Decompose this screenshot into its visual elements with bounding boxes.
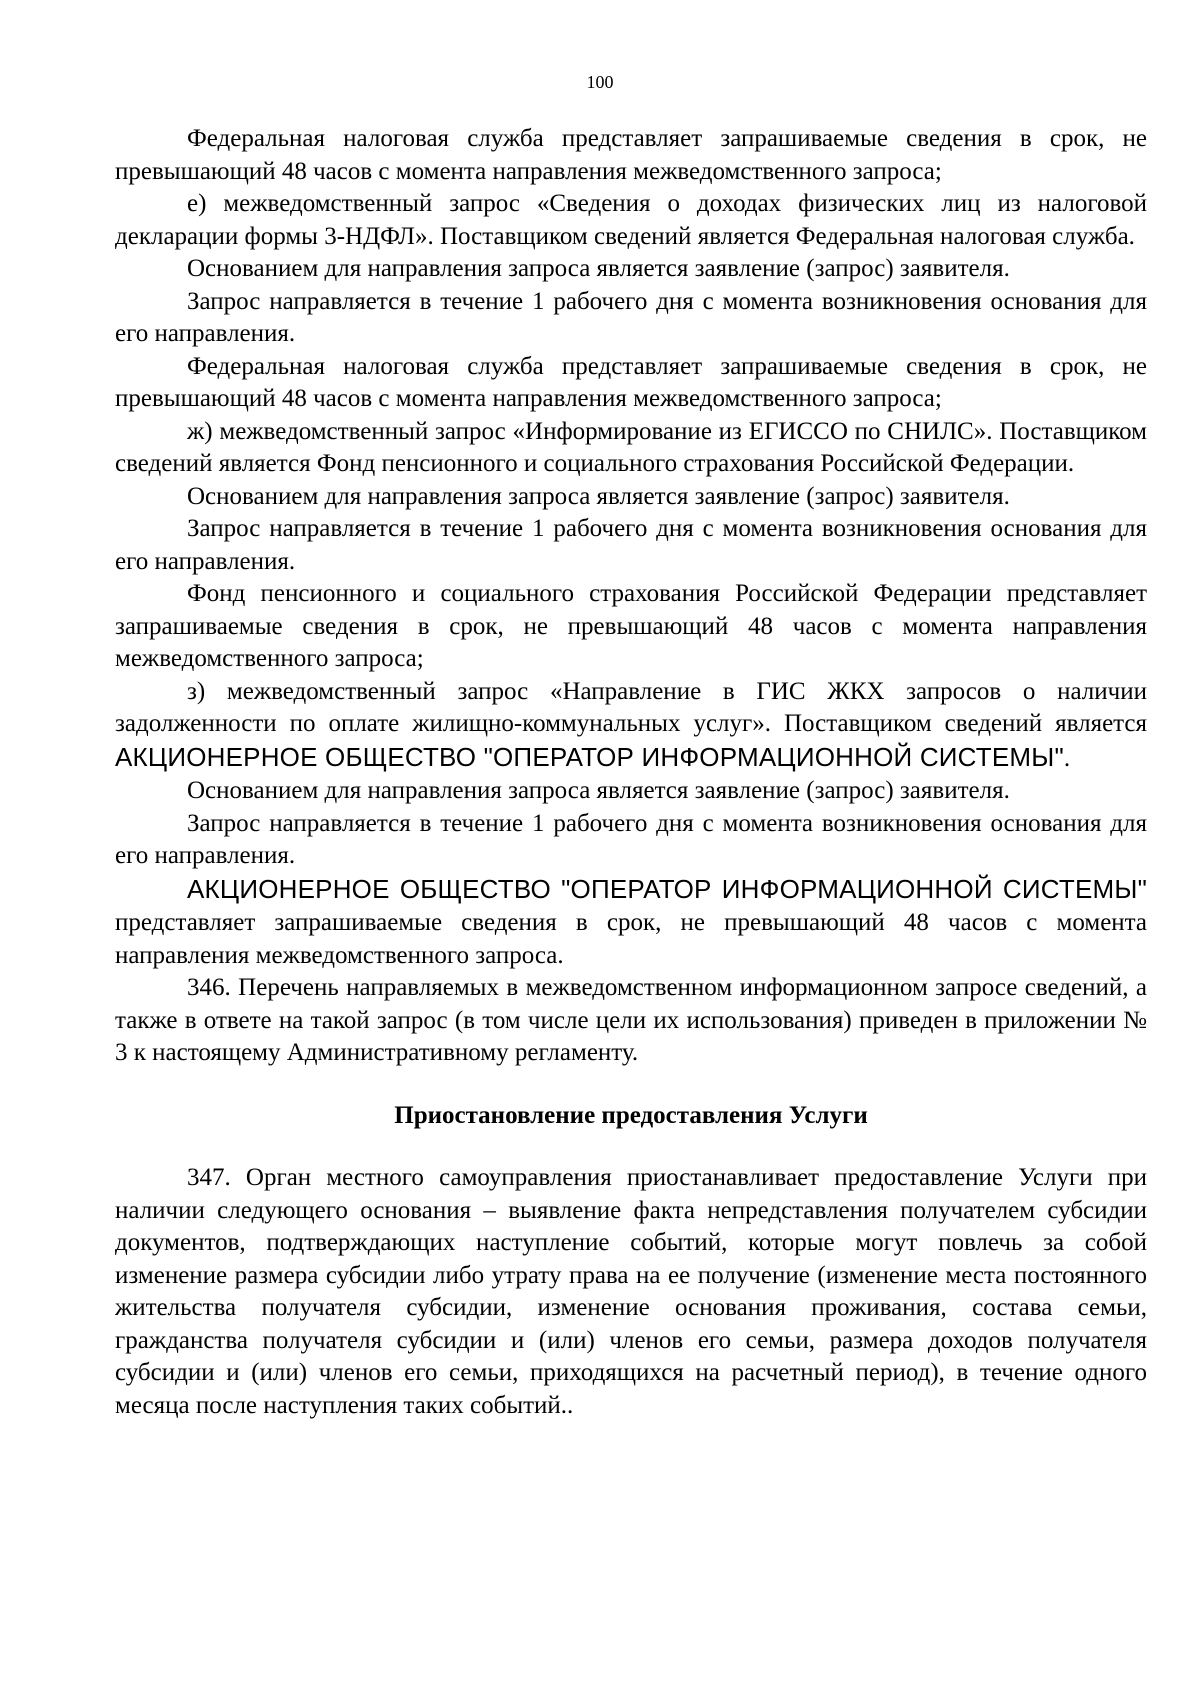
paragraph-item-zh: ж) межведомственный запрос «Информирование из ЕГИССО по СНИЛС». Поставщиком сведений является Фонд пенсионного и социального страхования Российской Федерации. (115, 417, 1147, 477)
paragraph-basis-2: Основанием для направления запроса является заявление (запрос) заявителя. (187, 482, 1010, 510)
organization-name: АКЦИОНЕРНОЕ ОБЩЕСТВО "ОПЕРАТОР ИНФОРМАЦИОННОЙ СИСТЕМЫ" (115, 741, 1064, 772)
paragraph-fns-deadline-2: Федеральная налоговая служба представляет запрашиваемые сведения в срок, не превышающий 48 часов с момента направления межведомственного запроса; (115, 352, 1147, 412)
paragraph-basis-1: Основанием для направления запроса является заявление (запрос) заявителя. (187, 255, 1010, 282)
operator-deadline-text: представляет запрашиваемые сведения в срок, не превышающий 48 часов с момента направления межведомственного запроса. (115, 909, 1147, 969)
paragraph-347: 347. Орган местного самоуправления приостанавливает предоставление Услуги при наличии следующего основания – выявление факта непредставления получателем субсидии документов, подтверждающих наступление событий, которые могут повлечь за собой изменение размера субсидии либо утрату права на ее получение (изменение места постоянного жительства получателя субсидии, изменение основания проживания, состава семьи, гражданства получателя субсидии и (или) членов его семьи, размера доходов получателя субсидии и (или) членов его семьи, приходящихся на расчетный период), в течение одного месяца после наступления таких событий.. (115, 1164, 1147, 1419)
paragraph-request-timing-3: Запрос направляется в течение 1 рабочего дня с момента возникновения основания для его направления. (115, 809, 1147, 869)
item-z-text: з) межведомственный запрос «Направление в ГИС ЖКХ запросов о наличии задолженности по оплате жилищно-коммунальных услуг». Поставщиком сведений является (115, 677, 1147, 737)
item-z-end: . (1063, 744, 1071, 772)
paragraph-request-timing-1: Запрос направляется в течение 1 рабочего дня с момента возникновения основания для его направления. (115, 287, 1147, 347)
paragraph-fns-deadline-1: Федеральная налоговая служба представляет запрашиваемые сведения в срок, не превышающий 48 часов с момента направления межведомственного запроса; (115, 125, 1147, 185)
paragraph-operator-deadline (115, 873, 1147, 973)
paragraph-request-timing-2: Запрос направляется в течение 1 рабочего дня с момента возникновения основания для его направления. (115, 515, 1147, 575)
paragraph-item-e: е) межведомственный запрос «Сведения о доходах физических лиц из налоговой декларации формы 3-НДФЛ». Поставщиком сведений является Федеральная налоговая служба. (115, 190, 1147, 250)
page-number: 100 (586, 72, 614, 92)
section-heading: Приостановление предоставления Услуги (394, 1101, 868, 1129)
paragraph-basis-3: Основанием для направления запроса является заявление (запрос) заявителя. (187, 777, 1010, 804)
document-body (115, 123, 1147, 1422)
paragraph-346: 346. Перечень направляемых в межведомственном информационном запросе сведений, а также в ответе на такой запрос (в том числе цели их использования) приведен в приложении № 3 к настоящему Административному регламенту. (115, 974, 1147, 1066)
organization-name: АКЦИОНЕРНОЕ ОБЩЕСТВО "ОПЕРАТОР ИНФОРМАЦИОННОЙ СИСТЕМЫ" (187, 873, 1147, 904)
paragraph-pension-fund-deadline: Фонд пенсионного и социального страхования Российской Федерации представляет запрашиваемые сведения в срок, не превышающий 48 часов с момента направления межведомственного запроса; (115, 580, 1147, 672)
paragraph-item-z (115, 676, 1147, 776)
